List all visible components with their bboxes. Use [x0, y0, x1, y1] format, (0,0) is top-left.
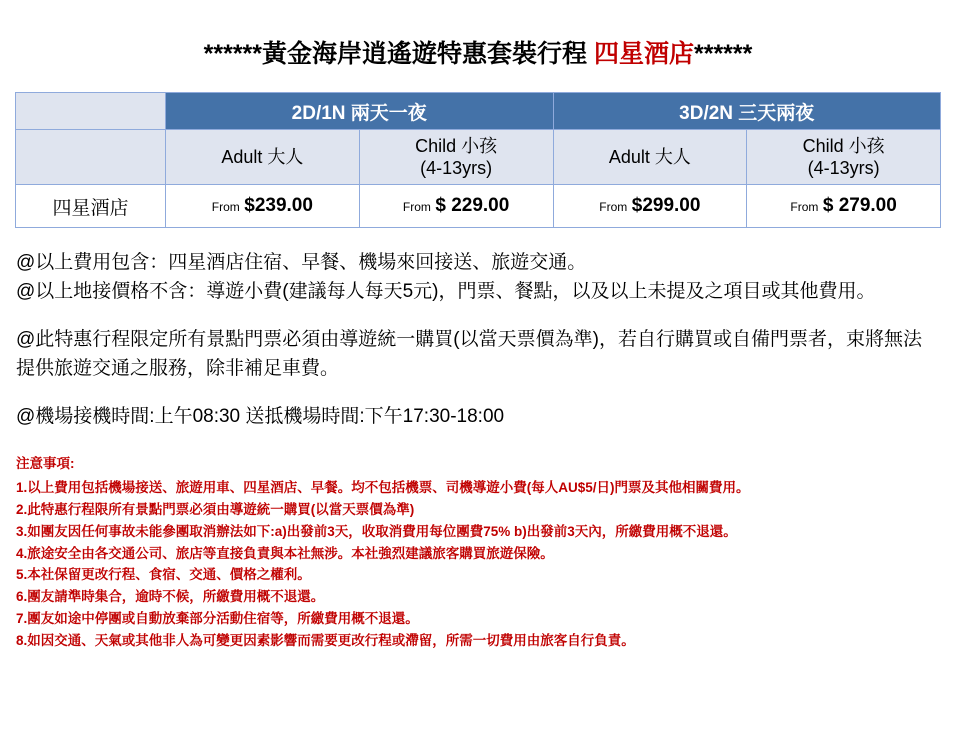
table-subheader-adult-2d: [166, 130, 360, 185]
document-page: [0, 34, 956, 754]
price-cell-child-3d: [747, 185, 941, 228]
list-item: 7.團友如途中停團或自動放棄部分活動住宿等，所繳費用概不退還。: [16, 611, 419, 627]
note-exclusions: @以上地接價格不含：導遊小費(建議每人每天5元)，門票、餐點，以及以上未提及之項目或其他費用。: [16, 281, 876, 303]
fineprint-heading: 注意事項:: [16, 456, 75, 472]
from-label: From: [402, 200, 431, 214]
list-item: 1.以上費用包括機場接送、旅遊用車、四星酒店、早餐。均不包括機票、司機導遊小費(每人AU$5/日)門票及其他相關費用。: [16, 480, 750, 496]
price-value: $ 279.00: [822, 195, 897, 216]
table-group-3d2n: 3D/2N 三天兩夜: [553, 93, 941, 130]
subheader-line1: Adult 大人: [221, 146, 304, 167]
from-label: From: [211, 200, 240, 214]
table-subheader-row: [16, 130, 941, 185]
list-item: 6.團友請準時集合，逾時不候，所繳費用概不退還。: [16, 589, 325, 605]
title-highlight: 四星酒店: [593, 40, 694, 68]
table-header-row: [16, 93, 941, 130]
note-tickets: @此特惠行程限定所有景點門票必須由導遊統一購買(以當天票價為準)，若自行購買或自備門票者，束將無法提供旅遊交通之服務，除非補足車費。: [16, 328, 922, 380]
from-label: From: [599, 200, 628, 214]
subheader-line2: (4-13yrs): [807, 158, 880, 178]
price-cell-adult-3d: [553, 185, 747, 228]
page-title: [14, 34, 942, 70]
table-subheader-blank: [16, 130, 166, 185]
table-header-blank: [16, 93, 166, 130]
price-cell-adult-2d: [166, 185, 360, 228]
price-value: $ 229.00: [435, 195, 510, 216]
pricing-table: [15, 92, 941, 228]
note-transfer-times: @機場接機時間:上午08:30 送抵機場時間:下午17:30-18:00: [16, 405, 505, 427]
table-row: [16, 185, 941, 228]
subheader-line2: (4-13yrs): [420, 158, 493, 178]
table-subheader-child-3d: [747, 130, 941, 185]
list-item: 4.旅途安全由各交通公司、旅店等直接負責與本社無涉。本社強烈建議旅客購買旅遊保險。: [16, 545, 554, 561]
list-item: 2.此特惠行程限所有景點門票必須由導遊統一購買(以當天票價為準): [16, 501, 415, 517]
price-value: $239.00: [244, 195, 313, 216]
notes-section: [16, 248, 940, 431]
table-subheader-adult-3d: [553, 130, 747, 185]
note-inclusions: @以上費用包含：四星酒店住宿、早餐、機場來回接送、旅遊交通。: [16, 252, 587, 273]
subheader-line1: Adult 大人: [608, 146, 691, 167]
list-item: 3.如團友因任何事故未能參團取消辦法如下:a)出發前3天，收取消費用每位團費75% b)出發前3天內，所繳費用概不退還。: [16, 523, 737, 539]
price-value: $299.00: [631, 195, 701, 216]
list-item: 5.本社保留更改行程、食宿、交通、價格之權利。: [16, 567, 311, 583]
table-subheader-child-2d: [359, 130, 553, 185]
title-suffix: ******: [693, 40, 753, 68]
subheader-line1: Child 小孩: [802, 135, 885, 156]
row-label-hotel: 四星酒店: [16, 185, 166, 228]
price-cell-child-2d: [359, 185, 553, 228]
list-item: 8.如因交通、天氣或其他非人為可變更因素影響而需要更改行程或滯留，所需一切費用由旅客自行負責。: [16, 633, 635, 649]
fineprint-list: [16, 477, 940, 652]
subheader-line1: Child 小孩: [415, 135, 498, 156]
title-prefix: ******黃金海岸逍遙遊特惠套裝行程: [203, 40, 594, 68]
table-group-2d1n: 2D/1N 兩天一夜: [166, 93, 554, 130]
fineprint-section: [16, 453, 940, 652]
from-label: From: [790, 200, 819, 214]
